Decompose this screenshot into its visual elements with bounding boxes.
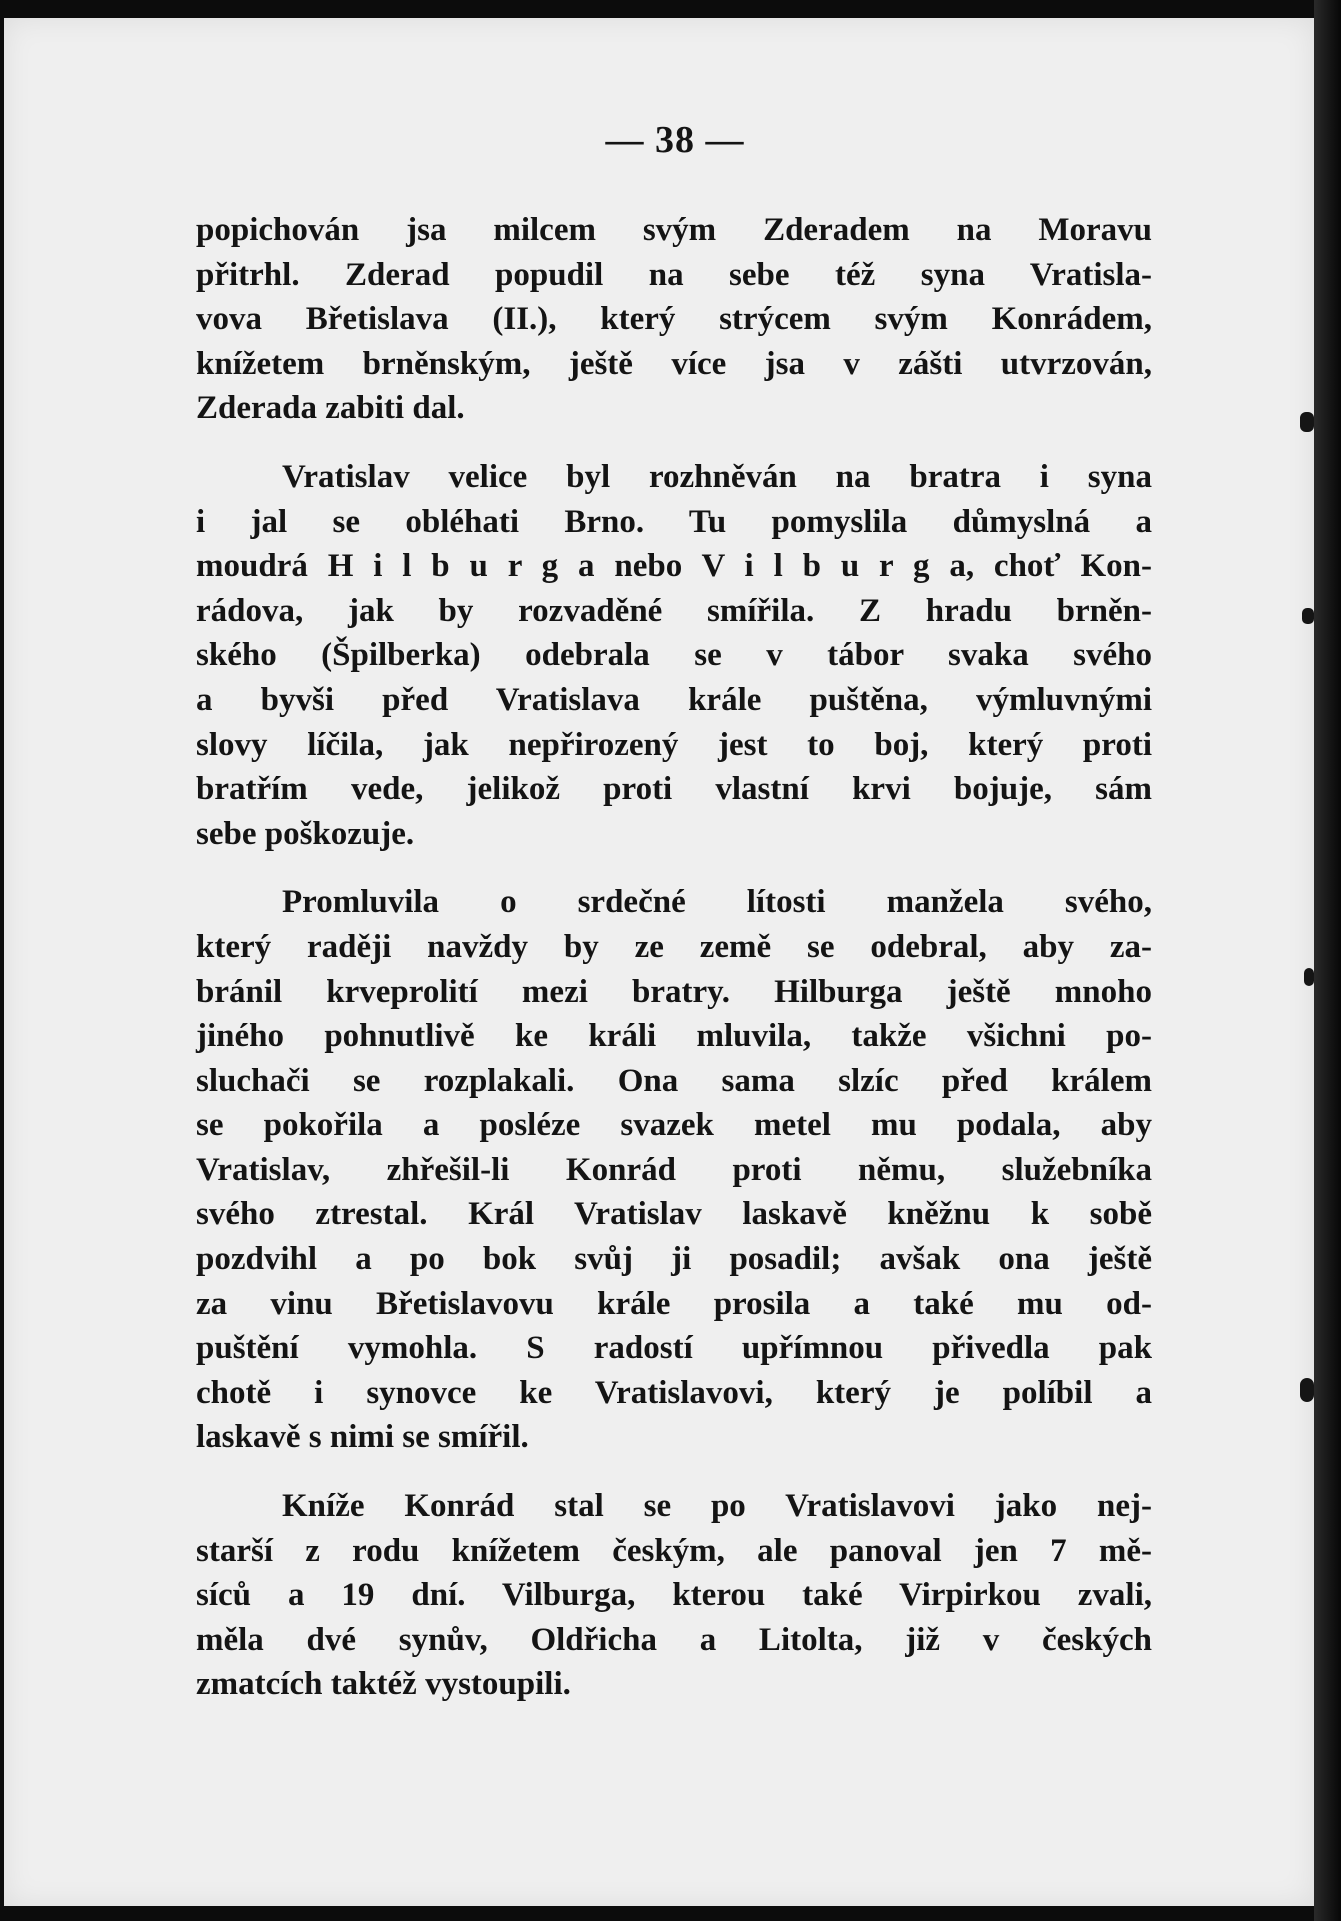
text-line: vova Břetislava (II.), který strýcem svým Konrádem, [196,301,1152,338]
text-line: a byvši před Vratislava krále puštěna, výmluvnými [196,681,1152,718]
text-line: Promluvila o srdečné lítosti manžela svého, [282,884,1152,921]
margin-mark [1300,412,1314,432]
paragraph-4 [196,1484,1152,1707]
text-line: puštění vymohla. S radostí upřímnou přivedla pak [196,1330,1152,1367]
text-line: Vratislav, zhřešil-li Konrád proti němu, služebníka [196,1151,1152,1188]
text-line: pozdvihl a po bok svůj ji posadil; avšak ona ještě [196,1241,1152,1278]
text-line: síců a 19 dní. Vilburga, kterou také Virpirkou zvali, [196,1577,1152,1614]
text-line: slovy líčila, jak nepřirozený jest to boj, který proti [196,726,1152,763]
page-number: — 38 — [605,119,745,161]
margin-mark [1302,608,1314,624]
text-line: Kníže Konrád stal se po Vratislavovi jako nej- [282,1488,1152,1525]
text-line: ského (Špilberka) odebrala se v tábor svaka svého [196,637,1152,674]
paragraph-2 [196,455,1152,856]
paragraph-3 [196,880,1152,1460]
text-line: sebe poškozuje. [196,815,415,852]
text-line: popichován jsa milcem svým Zderadem na Moravu [196,212,1152,248]
text-line: rádova, jak by rozvaděné smířila. Z hradu brněn- [196,592,1152,629]
text-line: chotě i synovce ke Vratislavovi, který je políbil a [196,1374,1152,1411]
text-line: který raději navždy by ze země se odebral, aby za- [196,928,1152,965]
text-line: přitrhl. Zderad popudil na sebe též syna Vratisla- [196,256,1152,293]
text-line: laskavě s nimi se smířil. [196,1419,529,1456]
text-line: zmatcích taktéž vystoupili. [196,1666,571,1703]
text-line: se pokořila a posléze svazek metel mu podala, aby [196,1107,1152,1144]
text-line: jiného pohnutlivě ke králi mluvila, takže všichni po- [196,1018,1152,1055]
text-line: starší z rodu knížetem českým, ale panoval jen 7 mě- [196,1532,1152,1569]
text-line: bránil krveprolití mezi bratry. Hilburga ještě mnoho [196,973,1152,1010]
text-line: bratřím vede, jelikož proti vlastní krvi bojuje, sám [196,771,1152,808]
text-line: moudrá H i l b u r g a nebo V i l b u r g a, choť Kon- [196,548,1152,585]
text-line: sluchači se rozplakali. Ona sama slzíc před králem [196,1062,1152,1099]
text-line: i jal se obléhati Brno. Tu pomyslila důmyslná a [196,503,1152,540]
margin-mark [1304,968,1314,986]
text-line: za vinu Břetislavovu krále prosila a také mu od- [196,1285,1152,1322]
text-line: měla dvé synův, Oldřicha a Litolta, již v českých [196,1621,1152,1658]
text-line: Vratislav velice byl rozhněván na bratra i syna [282,458,1152,495]
text-line: svého ztrestal. Král Vratislav laskavě kněžnu k sobě [196,1196,1152,1233]
margin-mark [1300,1378,1314,1402]
text-line: Zderada zabiti dal. [196,390,465,427]
paragraph-1 [196,208,1152,431]
body-text [196,208,1152,1707]
scan-edge [1314,0,1341,1921]
text-line: knížetem brněnským, ještě více jsa v zášti utvrzován, [196,345,1152,382]
